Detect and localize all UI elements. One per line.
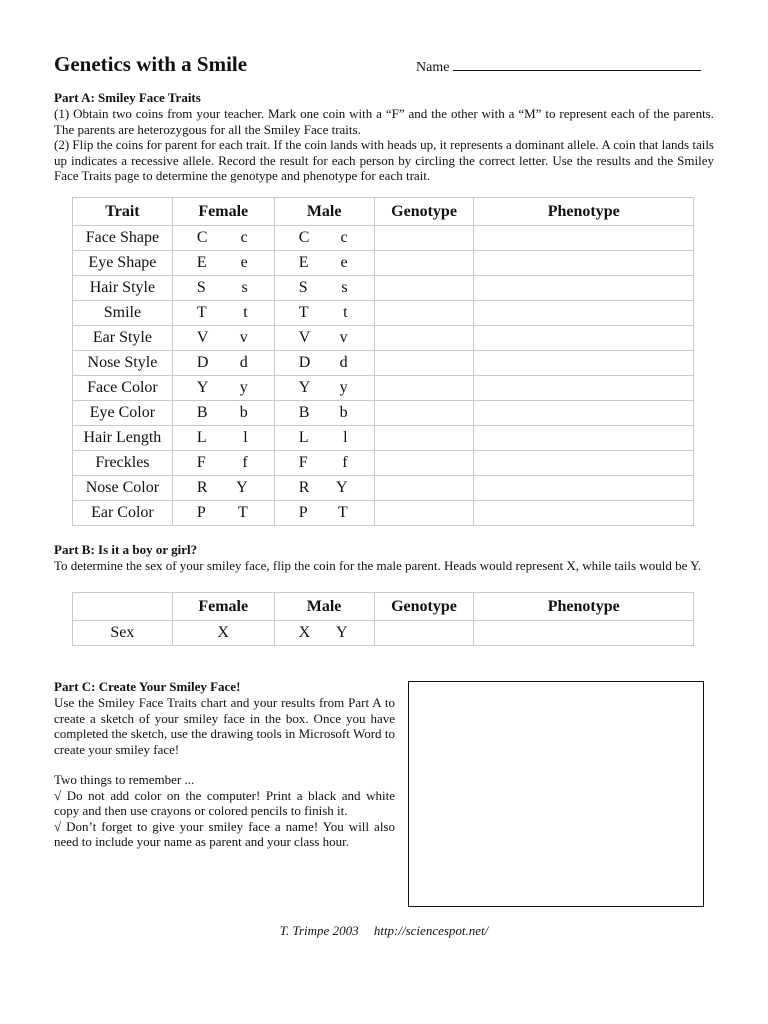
male-alleles: [274, 276, 374, 301]
sex-table: [72, 592, 694, 646]
male-dominant-allele[interactable]: B: [298, 404, 310, 421]
female-allele-pair: [173, 504, 274, 522]
genotype-cell[interactable]: [374, 401, 474, 426]
spacer: [54, 757, 395, 772]
part-c-reminder-2: √ Don’t forget to give your smiley face a name! You will also need to include your name as parent and your class hour.: [54, 818, 395, 849]
sex-phenotype-cell[interactable]: [474, 621, 694, 646]
female-allele-pair: [173, 354, 274, 372]
phenotype-cell[interactable]: [474, 426, 694, 451]
male-allele-pair: [275, 354, 374, 372]
header-trait: Trait: [73, 198, 173, 226]
trait-row: [73, 351, 694, 376]
sex-row: [73, 621, 694, 646]
female-allele-pair: [173, 304, 274, 322]
male-recessive-allele[interactable]: c: [340, 229, 348, 246]
female-recessive-allele[interactable]: T: [237, 504, 248, 521]
sex-male-allele-pair: [275, 624, 374, 642]
female-alleles: [172, 401, 274, 426]
female-alleles: [172, 276, 274, 301]
part-a-instruction-1: (1) Obtain two coins from your teacher. Mark one coin with a “F” and the other with a “M” to represent each of the parents. The parents are heterozygous for all the Smiley Face traits.: [54, 106, 714, 137]
sex-header-genotype: Genotype: [374, 593, 474, 621]
female-allele-pair: [173, 254, 274, 272]
female-alleles: [172, 301, 274, 326]
female-dominant-allele[interactable]: S: [196, 279, 206, 296]
female-allele-pair: [173, 454, 274, 472]
genotype-cell[interactable]: [374, 276, 474, 301]
trait-name: Freckles: [73, 451, 173, 476]
genotype-cell[interactable]: [374, 426, 474, 451]
female-alleles: [172, 376, 274, 401]
male-allele-pair: [275, 504, 374, 522]
page-title: Genetics with a Smile: [54, 52, 248, 76]
phenotype-cell[interactable]: [474, 251, 694, 276]
trait-name: Eye Color: [73, 401, 173, 426]
female-alleles: [172, 326, 274, 351]
part-b-heading: Part B: Is it a boy or girl?: [54, 542, 198, 557]
female-allele-pair: [173, 279, 274, 297]
trait-row: [73, 326, 694, 351]
male-dominant-allele[interactable]: Y: [298, 379, 311, 396]
female-recessive-allele[interactable]: c: [240, 229, 248, 246]
male-recessive-allele[interactable]: l: [343, 429, 348, 446]
sex-male-allele-x[interactable]: X: [298, 624, 311, 641]
sketch-box[interactable]: [408, 681, 704, 907]
male-allele-pair: [275, 279, 374, 297]
male-dominant-allele[interactable]: P: [298, 504, 308, 521]
female-recessive-allele[interactable]: s: [241, 279, 248, 296]
male-allele-pair: [275, 479, 374, 497]
male-recessive-allele[interactable]: d: [339, 354, 348, 371]
sex-header-male: Male: [274, 593, 374, 621]
traits-table-header: [73, 198, 694, 226]
male-allele-pair: [275, 304, 374, 322]
trait-row: [73, 426, 694, 451]
male-dominant-allele[interactable]: V: [298, 329, 311, 346]
trait-name: Eye Shape: [73, 251, 173, 276]
part-b-section: [54, 542, 714, 574]
male-alleles: [274, 301, 374, 326]
part-a-section: [54, 90, 714, 184]
phenotype-cell[interactable]: [474, 276, 694, 301]
trait-name: Face Shape: [73, 226, 173, 251]
sex-male-allele-y[interactable]: Y: [335, 624, 348, 641]
header-female: Female: [172, 198, 274, 226]
genotype-cell[interactable]: [374, 451, 474, 476]
male-alleles: [274, 251, 374, 276]
female-dominant-allele[interactable]: P: [196, 504, 206, 521]
male-dominant-allele[interactable]: R: [298, 479, 310, 496]
sex-header-female: Female: [172, 593, 274, 621]
name-label: Name: [416, 60, 450, 75]
name-field[interactable]: [416, 58, 701, 76]
trait-row: [73, 376, 694, 401]
genotype-cell[interactable]: [374, 326, 474, 351]
phenotype-cell[interactable]: [474, 351, 694, 376]
footer-author: T. Trimpe 2003: [279, 923, 359, 938]
female-recessive-allele[interactable]: f: [242, 454, 248, 471]
part-b-instruction: To determine the sex of your smiley face, flip the coin for the male parent. Heads would represent X, while tails would be Y.: [54, 558, 702, 573]
genotype-cell[interactable]: [374, 351, 474, 376]
sex-header-phenotype: Phenotype: [474, 593, 694, 621]
trait-name: Ear Color: [73, 501, 173, 526]
trait-row: [73, 401, 694, 426]
header-genotype: Genotype: [374, 198, 474, 226]
trait-name: Hair Length: [73, 426, 173, 451]
female-allele-pair: [173, 379, 274, 397]
genotype-cell[interactable]: [374, 251, 474, 276]
female-dominant-allele[interactable]: D: [196, 354, 209, 371]
male-alleles: [274, 376, 374, 401]
male-allele-pair: [275, 329, 374, 347]
trait-row: [73, 451, 694, 476]
female-recessive-allele[interactable]: e: [240, 254, 248, 271]
male-dominant-allele[interactable]: T: [298, 304, 309, 321]
phenotype-cell[interactable]: [474, 301, 694, 326]
trait-row: [73, 251, 694, 276]
female-allele-pair: [173, 229, 274, 247]
male-recessive-allele[interactable]: v: [339, 329, 348, 346]
female-recessive-allele[interactable]: b: [239, 404, 248, 421]
sex-header-blank: [73, 593, 173, 621]
male-dominant-allele[interactable]: L: [298, 429, 309, 446]
phenotype-cell[interactable]: [474, 501, 694, 526]
female-dominant-allele[interactable]: C: [196, 229, 208, 246]
female-recessive-allele[interactable]: v: [239, 329, 248, 346]
phenotype-cell[interactable]: [474, 226, 694, 251]
male-recessive-allele[interactable]: f: [342, 454, 348, 471]
male-recessive-allele[interactable]: Y: [336, 479, 348, 496]
female-allele-pair: [173, 404, 274, 422]
phenotype-cell[interactable]: [474, 451, 694, 476]
male-allele-pair: [275, 229, 374, 247]
name-blank-line[interactable]: [453, 58, 701, 71]
genotype-cell[interactable]: [374, 476, 474, 501]
sex-female-allele[interactable]: X: [172, 621, 274, 646]
male-alleles: [274, 501, 374, 526]
male-recessive-allele[interactable]: s: [341, 279, 348, 296]
male-allele-pair: [275, 254, 374, 272]
male-dominant-allele[interactable]: S: [298, 279, 308, 296]
female-recessive-allele[interactable]: d: [239, 354, 248, 371]
female-dominant-allele[interactable]: V: [196, 329, 209, 346]
part-c-instruction: Use the Smiley Face Traits chart and your results from Part A to create a sketch of your smiley face in the box. Once you have completed the sketch, use the drawing tools in Microsoft Word to create your smiley face!: [54, 695, 395, 757]
sex-genotype-cell[interactable]: [374, 621, 474, 646]
male-dominant-allele[interactable]: E: [298, 254, 309, 271]
trait-name: Nose Style: [73, 351, 173, 376]
part-c-reminder-1: √ Do not add color on the computer! Print a black and white copy and then use crayons or colored pencils to finish it.: [54, 787, 395, 818]
female-dominant-allele[interactable]: E: [196, 254, 207, 271]
female-alleles: [172, 476, 274, 501]
part-a-instruction-2: (2) Flip the coins for parent for each trait. If the coin lands with heads up, it represents a dominant allele. A coin that lands tails up indicates a recessive allele. Record the result for each person by circling the correct letter. Use the results and the Smiley Face Traits page to determine the genotype and phenotype for each trait.: [54, 137, 714, 183]
female-recessive-allele[interactable]: Y: [236, 479, 248, 496]
female-alleles: [172, 251, 274, 276]
footer: [0, 923, 768, 939]
genotype-cell[interactable]: [374, 501, 474, 526]
trait-row: [73, 476, 694, 501]
female-dominant-allele[interactable]: R: [196, 479, 208, 496]
phenotype-cell[interactable]: [474, 476, 694, 501]
female-dominant-allele[interactable]: Y: [196, 379, 209, 396]
trait-row: [73, 226, 694, 251]
male-dominant-allele[interactable]: F: [298, 454, 308, 471]
part-c-reminder-intro: Two things to remember ...: [54, 772, 195, 787]
part-c-heading: Part C: Create Your Smiley Face!: [54, 679, 241, 694]
phenotype-cell[interactable]: [474, 376, 694, 401]
trait-row: [73, 501, 694, 526]
male-recessive-allele[interactable]: T: [337, 504, 348, 521]
male-alleles: [274, 401, 374, 426]
female-allele-pair: [173, 429, 274, 447]
header-male: Male: [274, 198, 374, 226]
trait-name: Smile: [73, 301, 173, 326]
phenotype-cell[interactable]: [474, 326, 694, 351]
female-alleles: [172, 426, 274, 451]
male-allele-pair: [275, 454, 374, 472]
male-alleles: [274, 326, 374, 351]
trait-name: Ear Style: [73, 326, 173, 351]
genotype-cell[interactable]: [374, 301, 474, 326]
male-recessive-allele[interactable]: y: [339, 379, 348, 396]
sex-table-header: [73, 593, 694, 621]
male-allele-pair: [275, 404, 374, 422]
male-alleles: [274, 476, 374, 501]
footer-url[interactable]: http://sciencespot.net/: [373, 923, 489, 938]
female-recessive-allele[interactable]: y: [239, 379, 248, 396]
genotype-cell[interactable]: [374, 226, 474, 251]
female-allele-pair: [173, 479, 274, 497]
male-allele-pair: [275, 379, 374, 397]
female-dominant-allele[interactable]: B: [196, 404, 208, 421]
male-alleles: [274, 226, 374, 251]
male-recessive-allele[interactable]: t: [343, 304, 348, 321]
male-recessive-allele[interactable]: e: [340, 254, 348, 271]
female-alleles: [172, 501, 274, 526]
male-alleles: [274, 451, 374, 476]
trait-row: [73, 301, 694, 326]
male-alleles: [274, 426, 374, 451]
sex-male-alleles: [274, 621, 374, 646]
traits-table: [72, 197, 694, 526]
female-recessive-allele[interactable]: l: [243, 429, 248, 446]
trait-name: Nose Color: [73, 476, 173, 501]
male-alleles: [274, 351, 374, 376]
female-alleles: [172, 351, 274, 376]
male-dominant-allele[interactable]: C: [298, 229, 310, 246]
female-dominant-allele[interactable]: T: [196, 304, 207, 321]
male-allele-pair: [275, 429, 374, 447]
trait-row: [73, 276, 694, 301]
female-dominant-allele[interactable]: L: [196, 429, 207, 446]
male-dominant-allele[interactable]: D: [298, 354, 311, 371]
trait-name: Hair Style: [73, 276, 173, 301]
female-alleles: [172, 451, 274, 476]
trait-name: Face Color: [73, 376, 173, 401]
female-alleles: [172, 226, 274, 251]
part-c-section: [54, 679, 395, 850]
male-recessive-allele[interactable]: b: [339, 404, 348, 421]
female-dominant-allele[interactable]: F: [196, 454, 206, 471]
sex-label: Sex: [73, 621, 173, 646]
phenotype-cell[interactable]: [474, 401, 694, 426]
female-recessive-allele[interactable]: t: [243, 304, 248, 321]
header-phenotype: Phenotype: [474, 198, 694, 226]
genotype-cell[interactable]: [374, 376, 474, 401]
female-allele-pair: [173, 329, 274, 347]
part-a-heading: Part A: Smiley Face Traits: [54, 90, 201, 105]
